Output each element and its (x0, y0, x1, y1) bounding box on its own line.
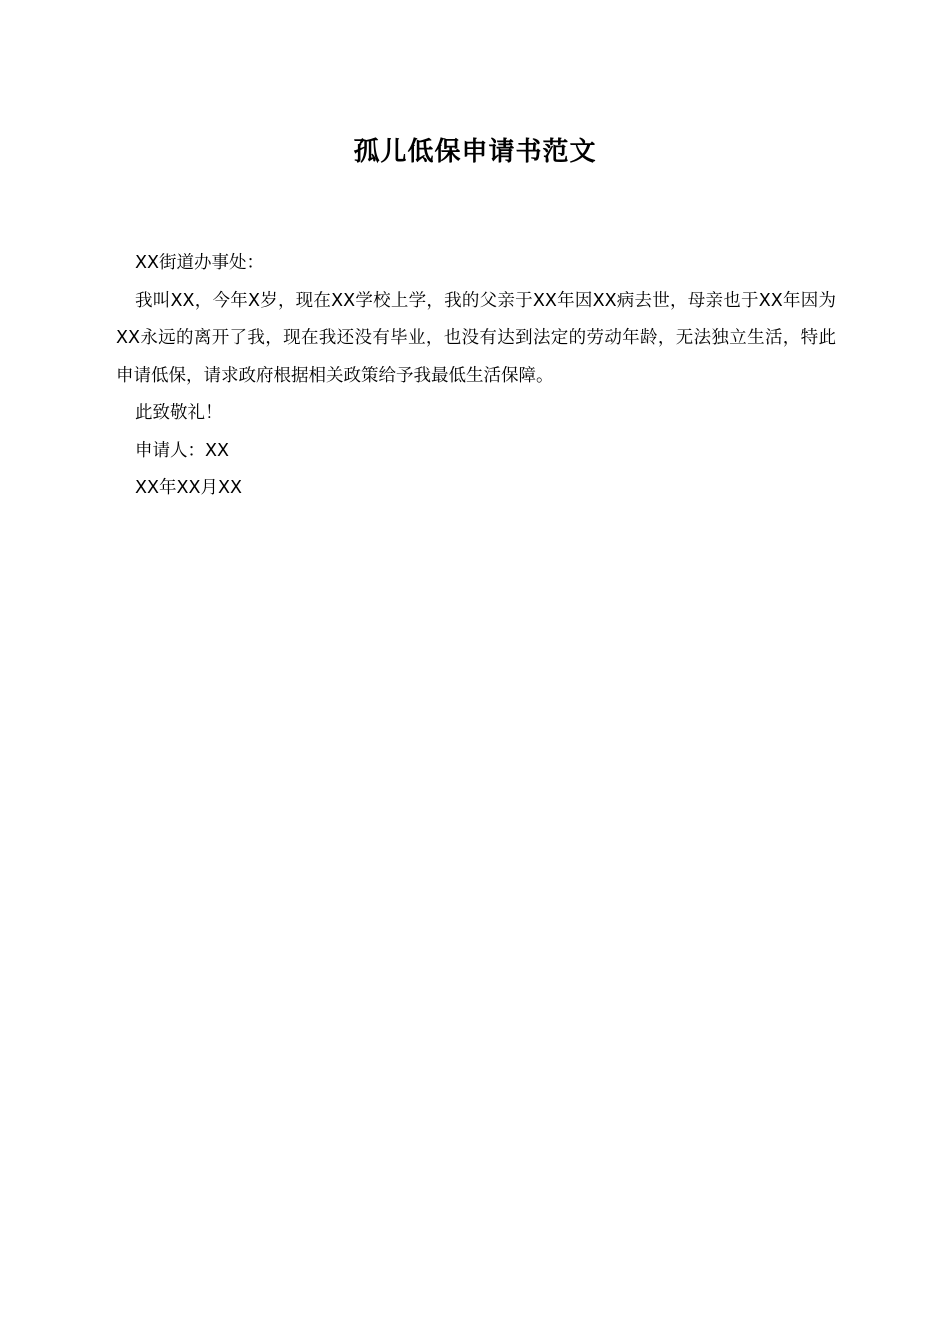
document-body (116, 245, 836, 508)
applicant-line: 申请人：XX (135, 440, 229, 461)
document-title: 孤儿低保申请书范文 (353, 137, 597, 167)
closing-line: 此致敬礼！ (135, 403, 223, 423)
salutation-line: XX街道办事处： (135, 253, 264, 273)
date-line: XX年XX月XX (135, 478, 242, 498)
body-paragraph: 我叫XX，今年X岁，现在XX学校上学，我的父亲于XX年因XX病去世，母亲也于XX年因为XX永远的离开了我，现在我还没有毕业，也没有达到法定的劳动年龄，无法独立生活，特此申请低保，请求政府根据相关政策给予我最低生活保障。 (116, 290, 836, 386)
